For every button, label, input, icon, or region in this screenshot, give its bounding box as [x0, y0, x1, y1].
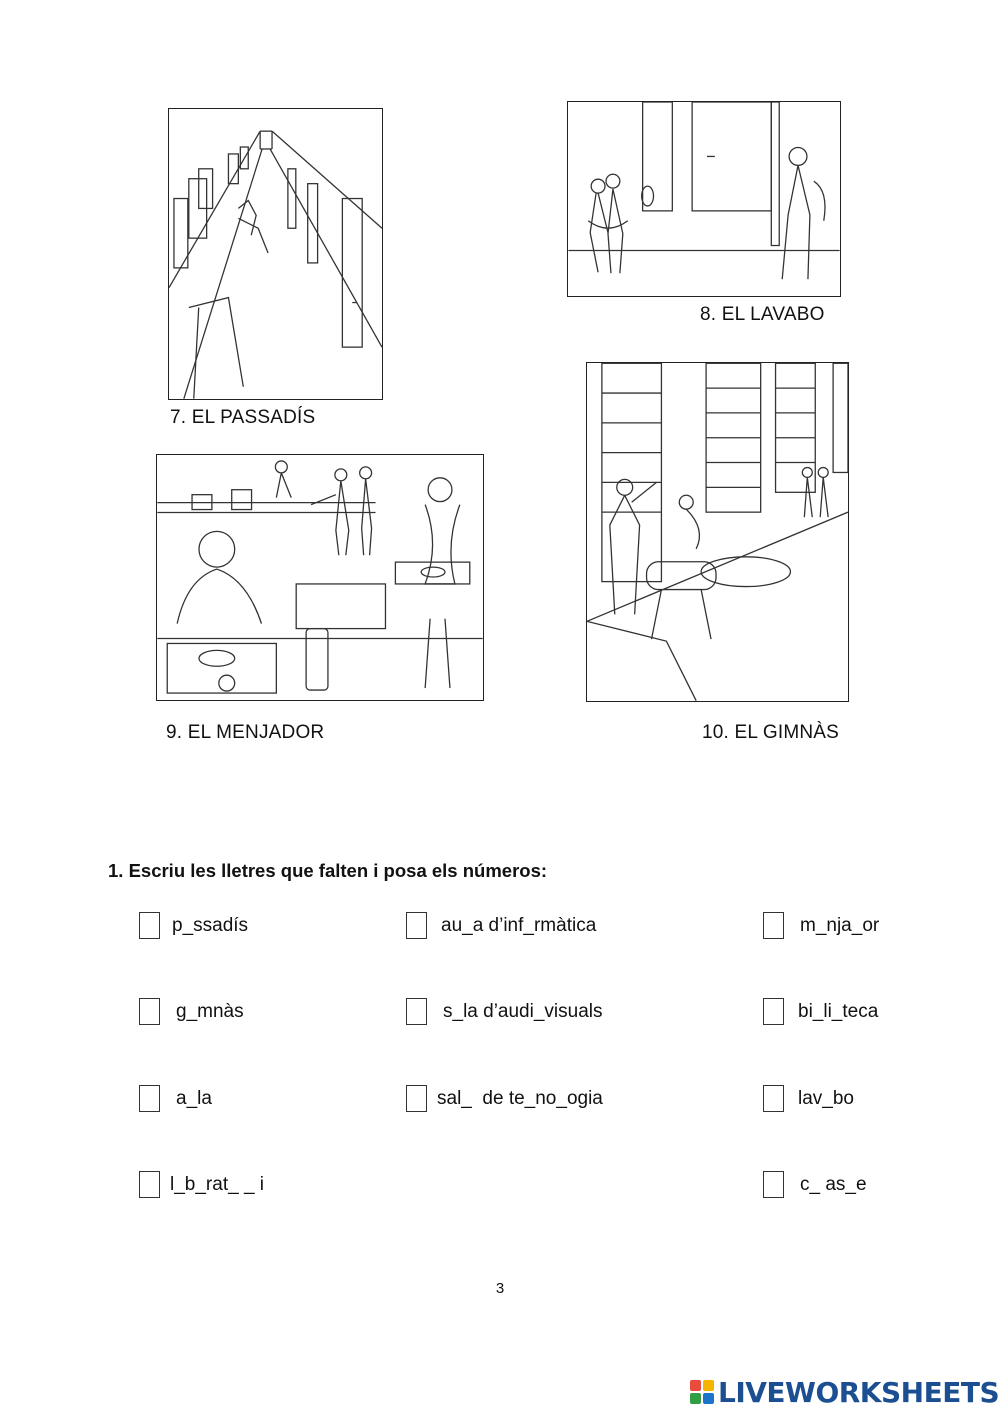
number-box[interactable]: [763, 912, 784, 939]
exercise-item: [139, 998, 244, 1025]
liveworksheets-logo[interactable]: [690, 1372, 999, 1412]
logo-mark-icon: [690, 1380, 714, 1404]
exercise-item: [763, 1085, 854, 1112]
caption-gym: 10. EL GIMNÀS: [702, 722, 840, 743]
item-word: bi_li_teca: [798, 1000, 879, 1022]
item-word: sal_ de te_no_ogia: [437, 1087, 603, 1109]
toilet-picture: [567, 101, 841, 297]
page-number: 3: [495, 1280, 505, 1297]
exercise-heading: 1. Escriu les lletres que falten i posa els números:: [108, 860, 548, 881]
exercise-item: [763, 912, 879, 939]
gym-picture: [586, 362, 849, 702]
item-word: au_a d’inf_rmàtica: [441, 914, 597, 936]
exercise-item: [139, 1085, 212, 1112]
corridor-picture: [168, 108, 383, 400]
exercise-item: [139, 1171, 264, 1198]
exercise-item: [763, 998, 878, 1025]
logo-square-red: [690, 1380, 701, 1391]
item-word: lav_bo: [798, 1087, 854, 1109]
logo-square-blue: [703, 1393, 714, 1404]
number-box[interactable]: [139, 998, 160, 1025]
number-box[interactable]: [139, 912, 160, 939]
exercise-item: [406, 1085, 603, 1112]
item-word: p_ssadís: [172, 914, 249, 936]
caption-dining-room: 9. EL MENJADOR: [166, 722, 325, 743]
item-word: s_la d’audi_visuals: [443, 1000, 603, 1022]
number-box[interactable]: [763, 998, 784, 1025]
logo-square-yellow: [703, 1380, 714, 1391]
dining-room-picture: [156, 454, 484, 701]
caption-corridor: 7. EL PASSADÍS: [170, 407, 316, 428]
number-box[interactable]: [406, 1085, 427, 1112]
exercise-item: [139, 912, 248, 939]
number-box[interactable]: [139, 1085, 160, 1112]
item-word: g_mnàs: [176, 1000, 244, 1022]
exercise-item: [763, 1171, 867, 1198]
logo-text: LIVEWORKSHEETS: [718, 1375, 1000, 1409]
number-box[interactable]: [406, 998, 427, 1025]
item-word: a_la: [176, 1087, 212, 1109]
item-word: c_ as_e: [800, 1173, 867, 1195]
caption-toilet: 8. EL LAVABO: [700, 304, 825, 325]
logo-square-green: [690, 1393, 701, 1404]
number-box[interactable]: [406, 912, 427, 939]
number-box[interactable]: [763, 1085, 784, 1112]
exercise-item: [406, 912, 596, 939]
exercise-item: [406, 998, 603, 1025]
number-box[interactable]: [139, 1171, 160, 1198]
item-word: m_nja_or: [800, 914, 880, 936]
item-word: l_b_rat_ _ i: [170, 1173, 265, 1195]
number-box[interactable]: [763, 1171, 784, 1198]
